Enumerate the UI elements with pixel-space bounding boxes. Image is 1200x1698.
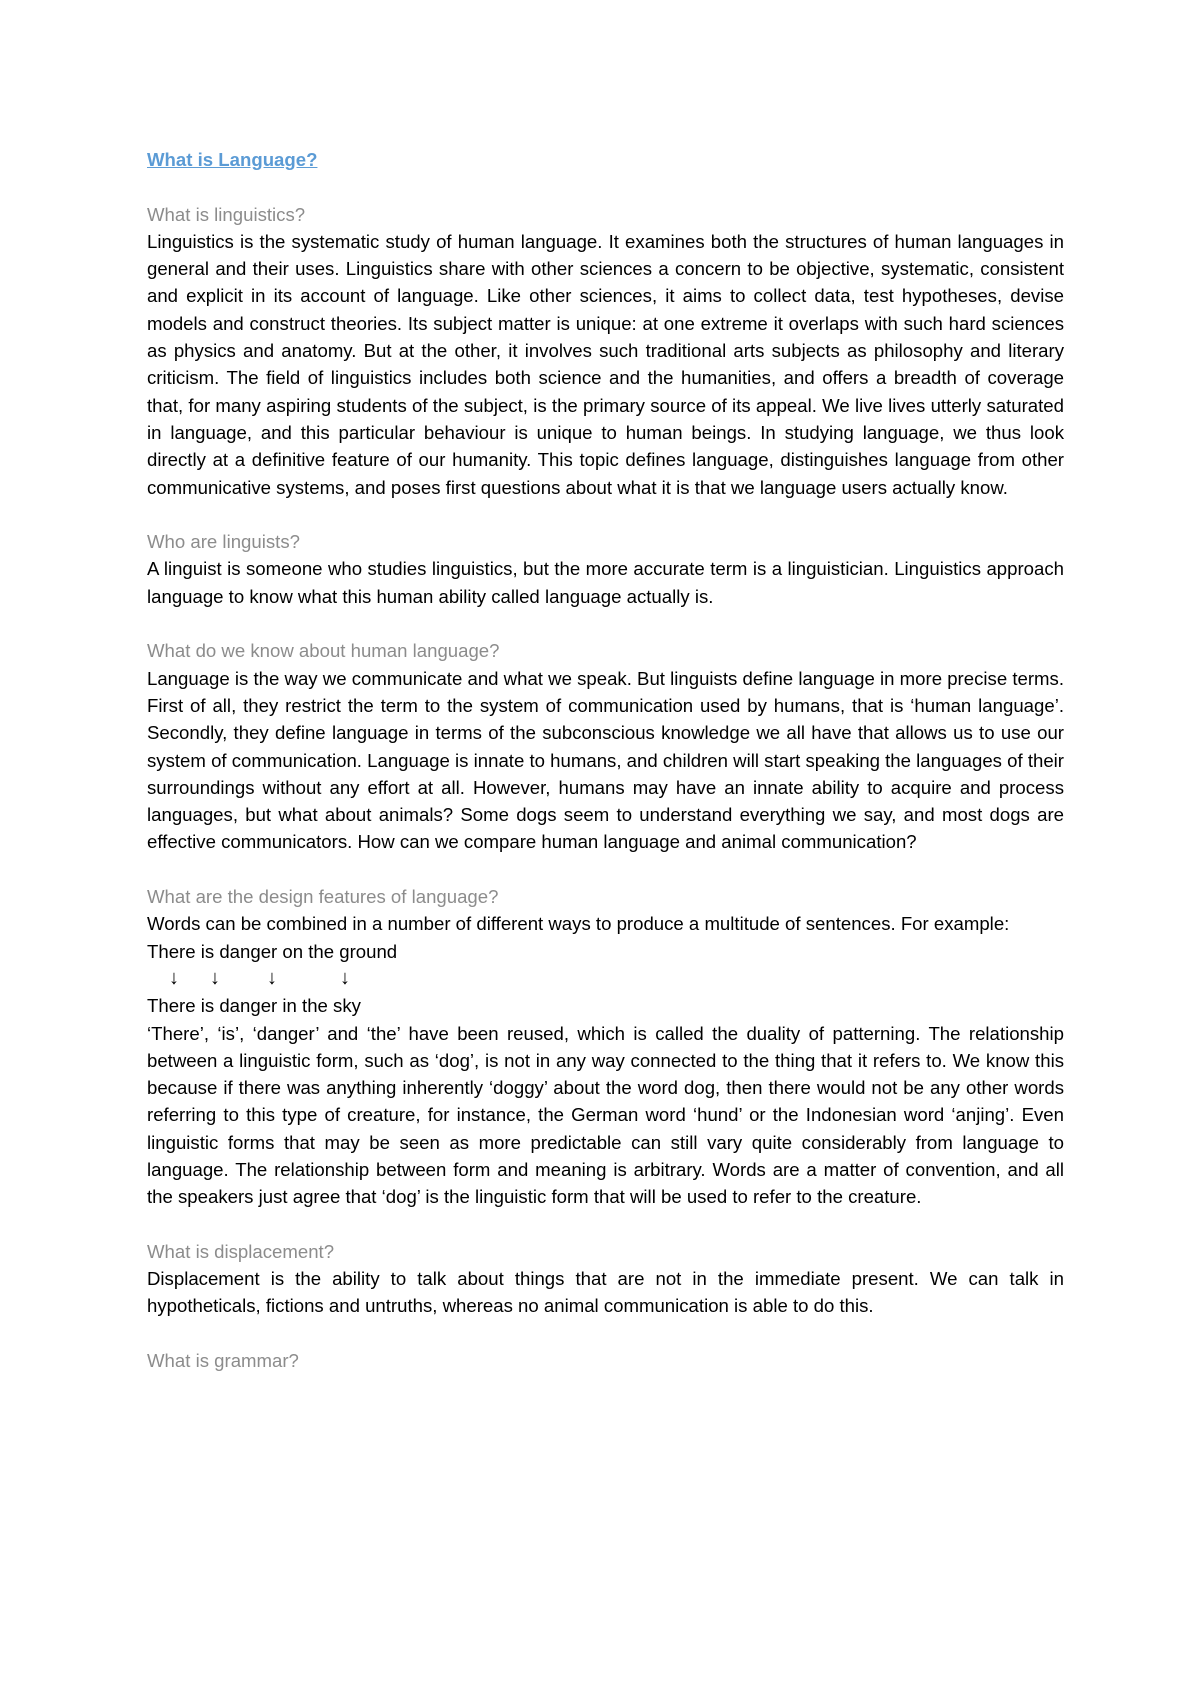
section-body-design-features: ‘There’, ‘is’, ‘danger’ and ‘the’ have been reused, which is called the duality of patterning. The relationship between a linguistic form, such as ‘dog’, is not in any way connected to the thing that it refers to. We know this because if there was anything inherently ‘doggy’ about the word dog, then there would not be any other words referring to this type of creature, for instance, the German word ‘hund’ or the Indonesian word ‘anjing’. Even linguistic forms that may be seen as more predictable can still vary quite considerably from language to language. The relationship between form and meaning is arbitrary. Words are a matter of convention, and all the speakers just agree that ‘dog’ is the linguistic form that will be used to refer to the creature. (147, 1022, 1064, 1208)
section-body-linguists: A linguist is someone who studies linguistics, but the more accurate term is a linguistician. Linguistics approach language to know what this human ability called language actually is. (147, 558, 1064, 607)
spacer (147, 856, 1064, 883)
down-arrow-icon: ↓ (267, 966, 277, 989)
substitution-arrows (147, 965, 1064, 992)
section-body-displacement: Displacement is the ability to talk about things that are not in the immediate present. We can talk in hypotheticals, fictions and untruths, whereas no animal communication is able to do this. (147, 1268, 1064, 1317)
spacer (147, 501, 1064, 528)
example-sentence-2: There is danger in the sky (147, 995, 361, 1017)
document-content (147, 146, 1064, 1374)
section-heading-linguistics: What is linguistics? (147, 203, 306, 225)
section-heading-grammar: What is grammar? (147, 1350, 299, 1372)
down-arrow-icon: ↓ (340, 966, 350, 989)
section-intro-design-features: Words can be combined in a number of different ways to produce a multitude of sentences. For example: (147, 913, 1010, 935)
example-sentence-1: There is danger on the ground (147, 940, 398, 962)
section-body-human-language: Language is the way we communicate and what we speak. But linguists define language in more precise terms. First of all, they restrict the term to the system of communication used by humans, that is ‘human language’. Secondly, they define language in terms of the subconscious knowledge we all have that allows us to use our system of communication. Language is innate to humans, and children will start speaking the languages of their surroundings without any effort at all. However, humans may have an innate ability to acquire and process languages, but what about animals? Some dogs seem to understand everything we say, and most dogs are effective communicators. How can we compare human language and animal communication? (147, 667, 1064, 853)
section-heading-human-language: What do we know about human language? (147, 640, 500, 662)
down-arrow-icon: ↓ (210, 966, 220, 989)
spacer (147, 173, 1064, 200)
section-heading-linguists: Who are linguists? (147, 531, 300, 553)
section-body-linguistics: Linguistics is the systematic study of human language. It examines both the structures of human languages in general and their uses. Linguistics share with other sciences a concern to be objective, systematic, consistent and explicit in its account of language. Like other sciences, it aims to collect data, test hypotheses, devise models and construct theories. Its subject matter is unique: at one extreme it overlaps with such hard sciences as physics and anatomy. But at the other, it involves such traditional arts subjects as philosophy and literary criticism. The field of linguistics includes both science and the humanities, and offers a breadth of coverage that, for many aspiring students of the subject, is the primary source of its appeal. We live lives utterly saturated in language, and this particular behaviour is unique to human beings. In studying language, we thus look directly at a definitive feature of our humanity. This topic defines language, distinguishes language from other communicative systems, and poses first questions about what it is that we language users actually know. (147, 230, 1064, 498)
spacer (147, 1320, 1064, 1347)
section-heading-design-features: What are the design features of language? (147, 886, 499, 908)
down-arrow-icon: ↓ (169, 966, 179, 989)
section-heading-displacement: What is displacement? (147, 1240, 335, 1262)
spacer (147, 1211, 1064, 1238)
document-title: What is Language? (147, 149, 318, 170)
spacer (147, 610, 1064, 637)
